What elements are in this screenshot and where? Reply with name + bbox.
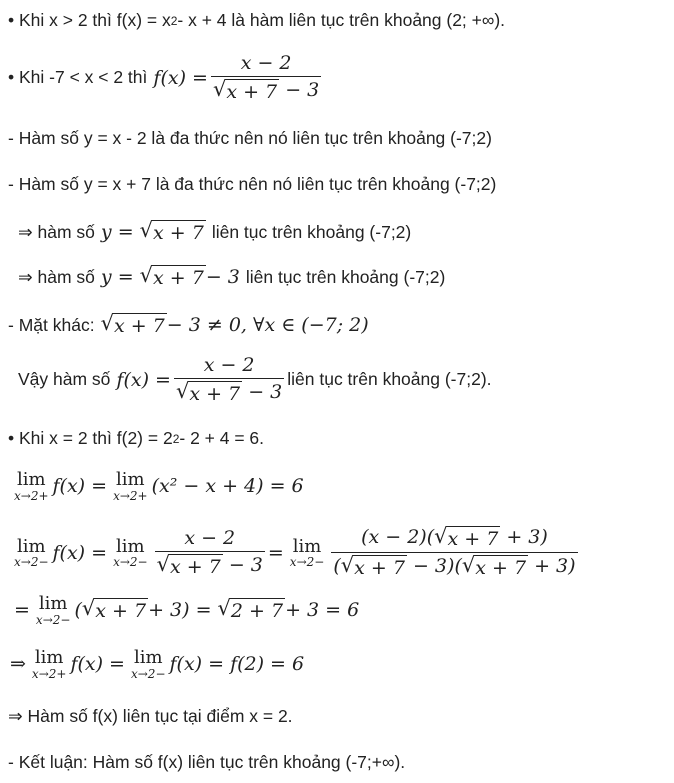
part: + 3) xyxy=(528,555,576,577)
math: f(x) = xyxy=(52,541,108,564)
radicand: x + 7 xyxy=(169,556,221,578)
lim: lim xyxy=(133,647,163,668)
lim: lim xyxy=(16,469,46,490)
line-14 xyxy=(8,706,293,727)
line-4 xyxy=(8,174,496,195)
fraction xyxy=(211,52,321,103)
text: ⇒ hàm số xyxy=(18,221,95,242)
limit xyxy=(113,537,148,569)
sqrt: √ 2 + 7 xyxy=(217,595,284,622)
lim-sub: x→2− xyxy=(113,555,148,570)
math: − 3 xyxy=(205,266,240,288)
math: + 3 = 6 xyxy=(285,598,360,621)
line-9 xyxy=(8,428,264,449)
line-2 xyxy=(8,52,324,103)
numerator: x − 2 xyxy=(240,52,292,74)
text: - Hàm số y = x - 2 là đa thức nên nó liên tục trên khoảng (-7;2) xyxy=(8,128,492,148)
numerator: x − 2 xyxy=(203,354,255,376)
radicand: x + 7 xyxy=(153,222,204,244)
lim: lim xyxy=(38,593,68,614)
lim: lim xyxy=(116,469,145,490)
radicand: x + 7 xyxy=(113,315,165,337)
part: ( xyxy=(333,555,341,577)
text: ⇒ Hàm số f(x) liên tục tại điểm x = 2. xyxy=(8,706,293,726)
line-3 xyxy=(8,128,492,149)
line-13 xyxy=(10,648,304,680)
numerator: x − 2 xyxy=(184,527,236,549)
text: - Hàm số y = x + 7 là đa thức nên nó liên tục trên khoảng (-7;2) xyxy=(8,174,497,194)
radicand: 2 + 7 xyxy=(230,599,284,622)
lim: lim xyxy=(16,535,46,557)
line-11 xyxy=(14,526,581,579)
math: − 3 ≠ 0, ∀x ∈ (−7; 2) xyxy=(166,314,369,336)
math: f(x) = xyxy=(52,474,108,497)
math: y = xyxy=(100,266,134,288)
limit xyxy=(32,648,67,680)
sqrt: √ x + 7 xyxy=(81,595,147,622)
limit xyxy=(14,537,49,569)
implies-arrow: ⇒ xyxy=(10,652,26,675)
limit xyxy=(36,594,71,626)
text: ⇒ hàm số xyxy=(18,266,95,287)
math: f(x) = xyxy=(116,368,171,391)
line-7 xyxy=(8,313,369,337)
line-12 xyxy=(14,594,359,626)
math: y = xyxy=(100,221,134,243)
fraction xyxy=(174,354,284,405)
math: + 3) = xyxy=(148,598,212,621)
lim: lim xyxy=(34,647,64,668)
radicand: x + 7 xyxy=(189,383,241,405)
denominator: √ x + 7 − 3 xyxy=(175,379,283,405)
radicand: x + 7 xyxy=(95,599,147,622)
radicand: x + 7 xyxy=(226,81,278,103)
math: (x² − x + 4) = 6 xyxy=(151,474,304,497)
text: Vậy hàm số xyxy=(18,369,111,389)
text: - Kết luận: Hàm số f(x) liên tục trên khoảng (-7;+∞). xyxy=(8,752,406,772)
lim: lim xyxy=(116,535,145,557)
denominator-tail: − 3 xyxy=(242,381,283,403)
sqrt: √ x + 7 xyxy=(100,311,165,337)
part: (x − 2)( xyxy=(361,526,435,548)
lim-sub: x→2− xyxy=(35,612,71,627)
numerator: (x − 2)( √ x + 7 + 3) xyxy=(361,524,548,550)
text: - x + 4 là hàm liên tục trên khoảng (2; +∞). xyxy=(177,10,506,30)
text: liên tục trên khoảng (-7;2) xyxy=(245,266,446,287)
text: • Khi x = 2 thì f(2) = 2 xyxy=(8,428,173,448)
math: f(x) = xyxy=(153,66,208,89)
denominator-tail: − 3 xyxy=(222,554,263,576)
math: f(x) = xyxy=(70,652,125,675)
lim-sub: x→2+ xyxy=(113,488,148,503)
denominator: √ x + 7 − 3 xyxy=(212,77,320,103)
line-5 xyxy=(18,220,411,244)
math: ( xyxy=(74,598,82,621)
denominator-tail: − 3 xyxy=(279,79,320,101)
text: - 2 + 4 = 6. xyxy=(179,428,265,448)
math: f(x) = f(2) = 6 xyxy=(169,652,305,675)
limit xyxy=(131,648,166,680)
text: liên tục trên khoảng (-7;2) xyxy=(211,221,412,242)
limit xyxy=(290,537,325,569)
math: = xyxy=(267,541,284,564)
limit xyxy=(14,470,49,502)
line-15 xyxy=(8,752,405,773)
lim-sub: x→2− xyxy=(14,555,49,570)
radicand: x + 7 xyxy=(447,528,499,550)
denominator: √ x + 7 − 3 xyxy=(156,552,263,578)
lim-sub: x→2− xyxy=(130,666,166,681)
line-8 xyxy=(18,354,492,405)
fraction xyxy=(331,526,577,579)
radicand: x + 7 xyxy=(475,557,527,579)
lim-sub: x→2+ xyxy=(31,666,67,681)
denominator: ( √ x + 7 − 3)( √ x + 7 + 3) xyxy=(333,553,576,579)
exponent: 2 xyxy=(172,431,180,446)
sqrt: √ x + 7 xyxy=(139,263,204,289)
limit xyxy=(113,470,148,502)
exponent: 2 xyxy=(170,13,178,28)
line-6 xyxy=(18,265,445,289)
radicand: x + 7 xyxy=(153,267,204,289)
radicand: x + 7 xyxy=(354,557,405,579)
lim: lim xyxy=(292,535,322,557)
sqrt: √ x + 7 xyxy=(139,218,204,244)
line-1 xyxy=(8,10,505,31)
math: = xyxy=(14,598,30,621)
part: + 3) xyxy=(500,526,548,548)
fraction xyxy=(155,527,265,578)
line-10 xyxy=(14,470,304,502)
text: • Khi x > 2 thì f(x) = x xyxy=(8,10,171,30)
lim-sub: x→2+ xyxy=(14,488,49,503)
part: − 3)( xyxy=(406,555,462,577)
lim-sub: x→2− xyxy=(289,555,325,570)
text: liên tục trên khoảng (-7;2). xyxy=(287,369,492,389)
text: - Mặt khác: xyxy=(8,314,95,335)
text: • Khi -7 < x < 2 thì xyxy=(8,67,148,87)
